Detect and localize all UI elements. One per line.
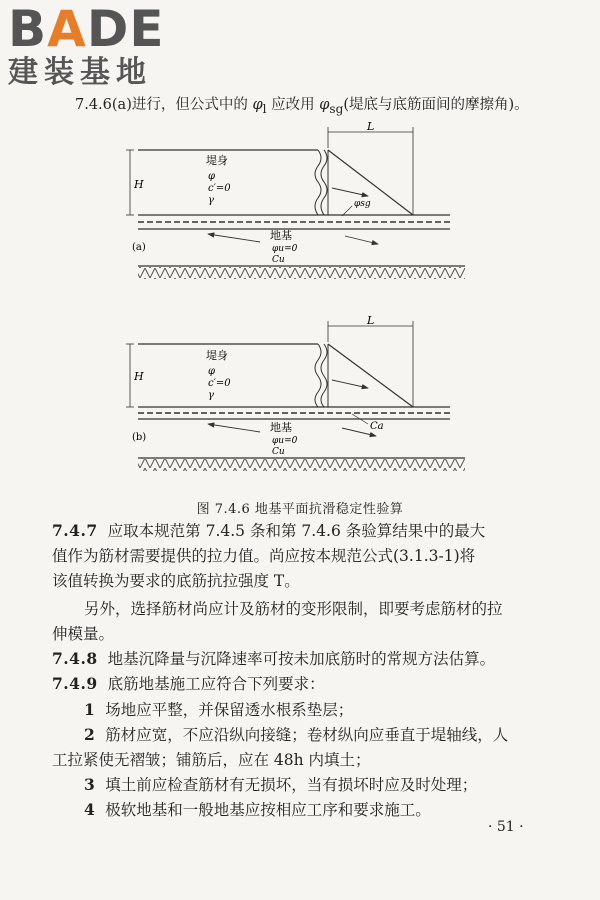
note-line-2: 伸模量。 <box>52 625 115 643</box>
panel-a-embankment-label: 堤身 <box>206 154 228 167</box>
panel-a-foundation-label: 地基 <box>270 229 292 242</box>
intro-paragraph: 7.4.6(a)进行，但公式中的 $\varphi_l$ 应改用 $\varphi_{sg}$(堤底与底筋面间的摩擦角)。 <box>75 97 529 116</box>
panel-b-embankment-phi: φ <box>208 366 216 377</box>
section-7-4-7-line-3: 该值转换为要求的底筋抗拉强度 T。 <box>52 572 300 590</box>
figure-caption: 图 7.4.6 地基平面抗滑稳定性验算 <box>196 502 404 517</box>
panel-b-dim-l: L <box>367 314 375 327</box>
section-7-4-9: 7.4.9 底筋地基施工应符合下列要求： <box>52 674 325 693</box>
panel-b <box>126 321 465 471</box>
logo <box>8 0 208 90</box>
page-number: · 51 · <box>488 819 524 835</box>
list-item-1: 1 场地应平整，并保留透水根系垫层； <box>84 700 354 719</box>
section-7-4-8: 7.4.8 地基沉降量与沉降速率可按未加底筋时的常规方法估算。 <box>52 649 496 668</box>
panel-a-dim-l: L <box>367 120 375 133</box>
panel-b-embankment-c: c′=0 <box>208 378 231 389</box>
panel-b-dim-h: H <box>134 370 144 383</box>
panel-a-foundation-cu: Cu <box>272 255 285 265</box>
panel-a-dim-h: H <box>134 178 144 191</box>
panel-b-tag: (b) <box>132 432 147 443</box>
panel-b-foundation-phi: φu=0 <box>272 436 298 446</box>
panel-a-foundation-phi: φu=0 <box>272 244 298 254</box>
panel-b-foundation-label: 地基 <box>270 421 292 434</box>
panel-a <box>126 127 465 279</box>
panel-b-interface-ca: Ca <box>370 421 384 432</box>
panel-a-tag: (a) <box>132 242 146 253</box>
logo-wordmark: BADE <box>8 0 165 58</box>
panel-a-interface-phi: φsg <box>354 199 371 209</box>
logo-subtitle: 建装基地 <box>8 55 152 90</box>
section-7-4-7-line-2: 值作为筋材需要提供的拉力值。尚应按本规范公式(3.1.3-1)将 <box>52 547 476 565</box>
list-item-4: 4 极软地基和一般地基应按相应工序和要求施工。 <box>84 800 431 819</box>
list-item-2-line-2: 工拉紧使无褶皱；铺筋后，应在 48h 内填土； <box>52 751 371 769</box>
panel-b-foundation-cu: Cu <box>272 447 285 457</box>
list-item-2-line-1: 2 筋材应宽，不应沿纵向接缝；卷材纵向应垂直于堤轴线，人 <box>84 725 509 744</box>
list-item-3: 3 填土前应检查筋材有无损坏，当有损坏时应及时处理； <box>84 775 478 794</box>
panel-b-embankment-gamma: γ <box>208 390 214 401</box>
stability-figure <box>120 118 480 498</box>
section-7-4-7-line-1: 7.4.7 应取本规范第 7.4.5 条和第 7.4.6 条验算结果中的最大 <box>52 521 486 540</box>
panel-a-embankment-phi: φ <box>208 171 216 182</box>
panel-a-embankment-c: c′=0 <box>208 183 231 194</box>
panel-b-embankment-label: 堤身 <box>206 349 228 362</box>
panel-a-embankment-gamma: γ <box>208 195 214 206</box>
note-line-1: 另外，选择筋材尚应计及筋材的变形限制，即要考虑筋材的拉 <box>84 600 503 618</box>
